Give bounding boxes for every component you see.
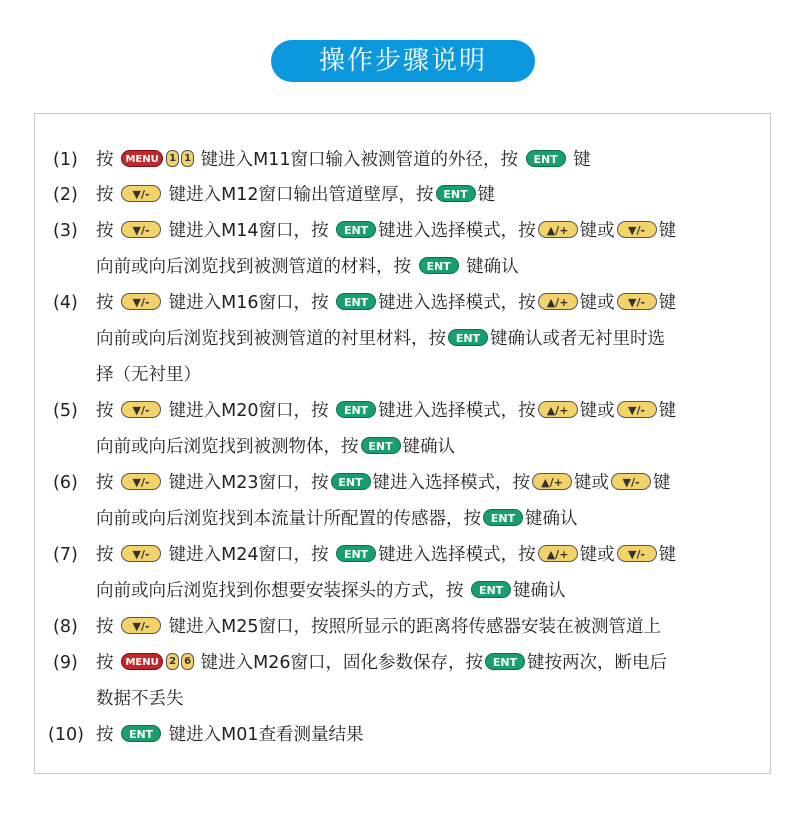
step-text: 键进入选择模式，按 bbox=[372, 473, 531, 493]
step-text: 键 bbox=[658, 293, 677, 313]
step-text: 键按两次，断电后 bbox=[527, 653, 668, 673]
step-text: 键进入M20窗口，按 bbox=[163, 401, 335, 421]
step-text-line bbox=[96, 504, 578, 534]
step-text: 键进入选择模式，按 bbox=[378, 221, 536, 241]
step-text-line bbox=[96, 540, 676, 570]
step-text-line bbox=[96, 612, 661, 642]
down-key-icon: ▼/- bbox=[617, 545, 657, 562]
step-text: 键进入选择模式，按 bbox=[378, 401, 536, 421]
down-key-icon: ▼/- bbox=[121, 545, 161, 562]
digit-key-icon: 1 bbox=[181, 150, 194, 167]
section-title: 操作步骤说明 bbox=[271, 40, 535, 82]
step-text: 键或 bbox=[579, 401, 615, 421]
step-text-line bbox=[96, 216, 676, 246]
step-text: 键进入M23窗口，按 bbox=[163, 473, 329, 493]
ent-key-icon: ENT bbox=[471, 581, 511, 598]
ent-key-icon: ENT bbox=[485, 653, 525, 670]
step-text: 键 bbox=[477, 185, 496, 205]
ent-key-icon: ENT bbox=[336, 293, 376, 310]
menu-key-icon: MENU bbox=[121, 150, 163, 167]
ent-key-icon: ENT bbox=[436, 185, 476, 202]
menu-key-icon: MENU bbox=[121, 653, 163, 670]
step-text: 键进入选择模式，按 bbox=[378, 293, 536, 313]
step-text: 按 bbox=[96, 185, 120, 205]
step-text-line bbox=[96, 432, 455, 462]
ent-key-icon: ENT bbox=[448, 329, 488, 346]
step-text-line bbox=[96, 252, 519, 282]
step-text: 键 bbox=[658, 545, 677, 565]
step-text: 向前或向后浏览找到你想要安装探头的方式，按 bbox=[96, 581, 470, 601]
step-text: 键或 bbox=[579, 221, 615, 241]
step-text: 向前或向后浏览找到本流量计所配置的传感器，按 bbox=[96, 509, 481, 529]
step-text-line bbox=[96, 180, 495, 210]
step-text: 键 bbox=[567, 150, 591, 170]
ent-key-icon: ENT bbox=[336, 545, 376, 562]
down-key-icon: ▼/- bbox=[121, 293, 161, 310]
up-key-icon: ▲/+ bbox=[538, 221, 578, 238]
step-number: (10) bbox=[48, 725, 84, 745]
step-text: 键进入M14窗口，按 bbox=[163, 221, 335, 241]
step-text: 向前或向后浏览找到被测物体，按 bbox=[96, 437, 359, 457]
step-text: 键或 bbox=[579, 293, 615, 313]
step-text: 按 bbox=[96, 653, 120, 673]
ent-key-icon: ENT bbox=[336, 401, 376, 418]
step-text: 键 bbox=[658, 401, 677, 421]
step-text: 键进入M11窗口输入被测管道的外径，按 bbox=[195, 150, 524, 170]
down-key-icon: ▼/- bbox=[121, 221, 161, 238]
ent-key-icon: ENT bbox=[526, 150, 566, 167]
step-text: 键进入选择模式，按 bbox=[378, 545, 536, 565]
step-text-line bbox=[96, 468, 671, 498]
step-text: 按 bbox=[96, 401, 120, 421]
step-text: 向前或向后浏览找到被测管道的衬里材料，按 bbox=[96, 329, 446, 349]
step-number: (1) bbox=[53, 150, 78, 170]
down-key-icon: ▼/- bbox=[611, 473, 651, 490]
ent-key-icon: ENT bbox=[336, 221, 376, 238]
step-text: 键进入M12窗口输出管道壁厚，按 bbox=[163, 185, 434, 205]
step-number: (8) bbox=[53, 617, 78, 637]
down-key-icon: ▼/- bbox=[121, 473, 161, 490]
down-key-icon: ▼/- bbox=[121, 617, 161, 634]
step-text: 按 bbox=[96, 150, 120, 170]
ent-key-icon: ENT bbox=[361, 437, 401, 454]
step-text: 键 bbox=[653, 473, 671, 493]
step-text: 按 bbox=[96, 545, 120, 565]
step-text: 按 bbox=[96, 473, 120, 493]
step-text-line bbox=[96, 288, 676, 318]
step-text-line bbox=[96, 324, 665, 354]
step-text: 按 bbox=[96, 221, 120, 241]
step-text: 键确认或者无衬里时选 bbox=[490, 329, 665, 349]
step-text: 向前或向后浏览找到被测管道的材料，按 bbox=[96, 257, 417, 277]
step-text-line bbox=[96, 720, 364, 750]
step-text: 键确认 bbox=[460, 257, 519, 277]
step-text: 按 bbox=[96, 725, 120, 745]
step-number: (2) bbox=[53, 185, 78, 205]
step-text: 键确认 bbox=[525, 509, 578, 529]
digit-key-icon: 6 bbox=[181, 653, 194, 670]
step-text: 键或 bbox=[579, 545, 615, 565]
up-key-icon: ▲/+ bbox=[538, 545, 578, 562]
step-text-line bbox=[96, 360, 201, 390]
step-text: 键确认 bbox=[513, 581, 566, 601]
step-text: 键确认 bbox=[402, 437, 455, 457]
step-text: 键进入M01查看测量结果 bbox=[163, 725, 364, 745]
step-text-line bbox=[96, 145, 591, 175]
step-text: 择（无衬里） bbox=[96, 365, 201, 385]
ent-key-icon: ENT bbox=[331, 473, 371, 490]
step-text-line bbox=[96, 648, 667, 678]
step-number: (9) bbox=[53, 653, 78, 673]
step-text: 数据不丢失 bbox=[96, 689, 184, 709]
step-text: 键或 bbox=[574, 473, 610, 493]
step-number: (3) bbox=[53, 221, 78, 241]
down-key-icon: ▼/- bbox=[617, 401, 657, 418]
step-text: 键 bbox=[658, 221, 677, 241]
step-text-line bbox=[96, 684, 184, 714]
up-key-icon: ▲/+ bbox=[532, 473, 572, 490]
ent-key-icon: ENT bbox=[483, 509, 523, 526]
step-text: 键进入M26窗口，固化参数保存，按 bbox=[195, 653, 484, 673]
step-number: (6) bbox=[53, 473, 78, 493]
digit-key-icon: 2 bbox=[166, 653, 179, 670]
down-key-icon: ▼/- bbox=[121, 185, 161, 202]
up-key-icon: ▲/+ bbox=[538, 293, 578, 310]
up-key-icon: ▲/+ bbox=[538, 401, 578, 418]
down-key-icon: ▼/- bbox=[617, 221, 657, 238]
step-number: (7) bbox=[53, 545, 78, 565]
step-text: 按 bbox=[96, 293, 120, 313]
step-text: 键进入M16窗口，按 bbox=[163, 293, 335, 313]
step-text: 键进入M25窗口，按照所显示的距离将传感器安装在被测管道上 bbox=[163, 617, 662, 637]
digit-key-icon: 1 bbox=[166, 150, 179, 167]
step-text: 按 bbox=[96, 617, 120, 637]
down-key-icon: ▼/- bbox=[617, 293, 657, 310]
step-text: 键进入M24窗口，按 bbox=[163, 545, 335, 565]
step-text-line bbox=[96, 576, 566, 606]
step-text-line bbox=[96, 396, 676, 426]
ent-key-icon: ENT bbox=[121, 725, 161, 742]
step-number: (5) bbox=[53, 401, 78, 421]
down-key-icon: ▼/- bbox=[121, 401, 161, 418]
ent-key-icon: ENT bbox=[419, 257, 459, 274]
step-number: (4) bbox=[53, 293, 78, 313]
